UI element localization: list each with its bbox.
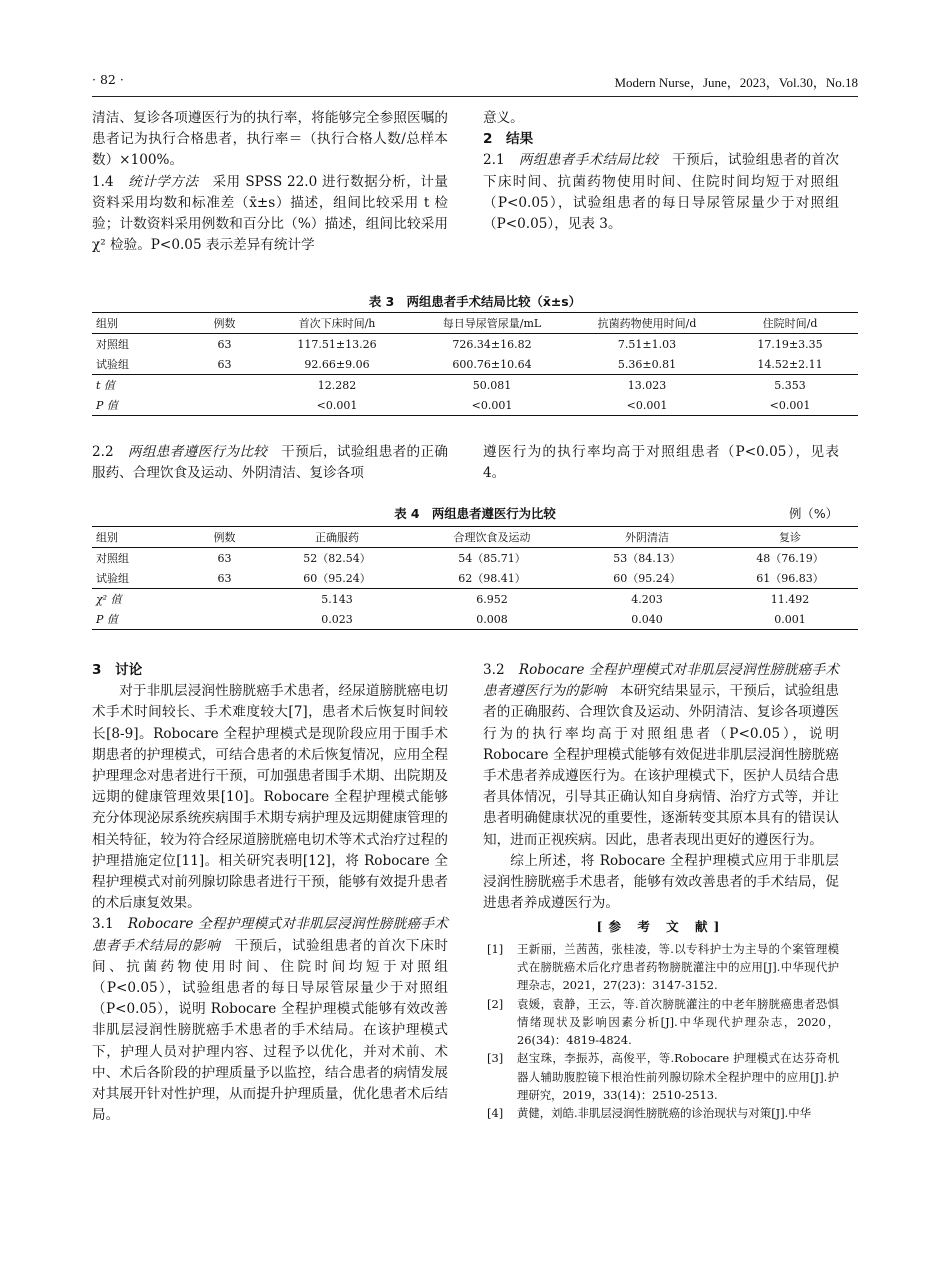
table-row — [92, 609, 858, 630]
table-row — [92, 375, 858, 396]
section-3-2 — [483, 660, 839, 851]
column-header: 住院时间/d — [722, 313, 858, 334]
section-2-2-continued: 遵医行为的执行率均高于对照组患者（P<0.05），见表 4。 — [483, 444, 839, 482]
section-text: 干预后，试验组患者的正确服药、合理饮食及运动、外阴清洁、复诊各项 — [92, 444, 449, 482]
table-cell: 0.008 — [412, 609, 572, 630]
column-header: 抗菌药物使用时间/d — [572, 313, 722, 334]
reference-item — [483, 940, 839, 995]
table-cell: 53（84.13） — [613, 552, 681, 565]
reference-number: [3] — [487, 1051, 504, 1066]
table-4-title — [92, 504, 858, 522]
table-cell: 14.52±2.11 — [757, 357, 823, 371]
table-4-unit: 例（%） — [789, 506, 838, 521]
section-3-1 — [92, 914, 448, 1126]
reference-item — [483, 1104, 839, 1122]
table-cell: 62（98.41） — [458, 572, 526, 585]
column-header: 复诊 — [722, 527, 858, 548]
summary-paragraph: 综上所述，将 Robocare 全程护理模式应用于非肌层浸润性膀胱癌手术患者，能够有效改善患者的手术结局，促进患者养成遵医行为。 — [483, 852, 839, 912]
table-cell: 63 — [217, 357, 232, 371]
table-3 — [92, 312, 858, 416]
table-cell: 17.19±3.35 — [757, 337, 823, 351]
section-text: 采用 SPSS 22.0 进行数据分析，计量资料采用均数和标准差（x̄±s）描述，组间比较采用 t 检验；计数资料采用例数和百分比（%）描述，组间比较采用 χ² 检验。P<0.05 表示差异有统计学 — [92, 173, 449, 254]
section-number: 2.2 — [92, 444, 114, 460]
section-heading-results: 2 结果 — [483, 131, 534, 148]
reference-text: 黄健，刘皓.非肌层浸润性膀胱癌的诊治现状与对策[J].中华 — [517, 1106, 812, 1121]
table-cell: 0.001 — [722, 609, 858, 630]
section-title: 两组患者遵医行为比较 — [127, 444, 268, 460]
mid-left-column — [92, 442, 448, 484]
table-cell: 726.34±16.82 — [452, 337, 532, 351]
table-cell: 0.040 — [572, 609, 722, 630]
table-cell: 对照组 — [96, 338, 129, 351]
section-text: 本研究结果显示，干预后，试验组患者的正确服药、合理饮食及运动、外阴清洁、复诊各项遵医行为的执行率均高于对照组患者（P<0.05），说明 Robocare 全程护理模式能够有效促进非肌层浸润性膀胱癌手术患者养成遵医行为。在该护理模式下，医护人员结合患者具体情况，引导其正确认知自身病情、治疗方式等，并让患者明确健康状况的重要性，逐渐转变其原本具有的错误认知，进而正视疾病。因此，患者表现出更好的遵医行为。 — [483, 683, 840, 848]
top-left-column — [92, 108, 448, 256]
column-header: 合理饮食及运动 — [412, 527, 572, 548]
reference-text: 王新丽，兰茜茜，张桂凌，等.以专科护士为主导的个案管理模式在膀胱癌术后化疗患者药物膀胱灌注中的应用[J].中华现代护理杂志，2021，27(23)：3147-3152. — [517, 941, 839, 993]
table-cell: <0.001 — [572, 395, 722, 416]
section-2-2 — [92, 442, 448, 484]
discussion-paragraph: 对于非肌层浸润性膀胱癌手术患者，经尿道膀胱癌电切术手术时间较长、手术难度较大[7]，患者术后恢复时间较长[8-9]。Robocare 全程护理模式是现阶段应用于围手术期患者的护理模式，可结合患者的术后恢复情况，应用全程护理理念对患者进行干预，可加强患者围手术期、出院期及远期的健康管理效果[10]。Robocare 全程护理模式能够充分体现泌尿系统疾病围手术期专病护理及远期健康管理的相关特征，较为符合经尿道膀胱癌电切术等术式治疗过程的护理措施定位[11]。相关研究表明[12]，将 Robocare 全程护理模式对前列腺切除患者进行干预，能够有效提升患者的术后康复效果。 — [92, 683, 448, 912]
table-cell — [187, 609, 262, 630]
journal-info: Modern Nurse，June，2023，Vol.30，No.18 — [614, 75, 858, 90]
column-header: 例数 — [187, 527, 262, 548]
header-rule — [92, 96, 858, 97]
table-row — [92, 395, 858, 416]
table-cell: 12.282 — [262, 375, 412, 396]
column-header: 组别 — [92, 313, 187, 334]
table-cell: 试验组 — [96, 358, 129, 371]
table-cell: <0.001 — [722, 395, 858, 416]
table-cell: 52（82.54） — [303, 552, 371, 565]
reference-text: 赵宝珠，李振苏，高俊平，等.Robocare 护理模式在达芬奇机器人辅助腹腔镜下根治性前列腺切除术全程护理中的应用[J].护理研究，2019，33(14)：2510-2513. — [517, 1051, 839, 1103]
column-header: 组别 — [92, 527, 187, 548]
section-title: Robocare 全程护理模式对非肌层浸润性膀胱癌手术患者手术结局的影响 — [92, 916, 448, 954]
table-cell — [187, 375, 262, 396]
table-cell: <0.001 — [412, 395, 572, 416]
table-cell — [187, 395, 262, 416]
table-cell: 5.36±0.81 — [617, 357, 677, 371]
table-cell: 0.023 — [262, 609, 412, 630]
section-number: 1.4 — [92, 173, 114, 190]
column-header: 首次下床时间/h — [262, 313, 412, 334]
section-2-1 — [483, 150, 839, 235]
table-row — [92, 548, 858, 569]
reference-number: [4] — [487, 1106, 504, 1121]
mid-right-column — [483, 442, 839, 484]
column-header: 每日导尿管尿量/mL — [412, 313, 572, 334]
table-cell: 试验组 — [96, 572, 129, 585]
table-cell: 63 — [217, 551, 232, 565]
table-3-title: 表 3 两组患者手术结局比较（x̄±s） — [368, 294, 582, 309]
running-header — [92, 72, 858, 90]
reference-text: 袁媛，袁静，王云，等.首次膀胱灌注的中老年膀胱癌患者恐惧情绪现状及影响因素分析[J].中华现代护理杂志，2020，26(34)：4819-4824. — [517, 996, 839, 1048]
reference-number: [1] — [487, 941, 504, 956]
table-cell: 48（76.19） — [756, 552, 824, 565]
bottom-right-column — [483, 660, 839, 1123]
table-cell: t 值 — [92, 375, 187, 396]
reference-item — [483, 995, 839, 1050]
table-row — [92, 568, 858, 589]
section-title: 统计学方法 — [128, 173, 199, 190]
table-cell: χ² 值 — [92, 589, 187, 610]
reference-number: [2] — [487, 996, 504, 1011]
column-header: 例数 — [187, 313, 262, 334]
table-cell: 11.492 — [722, 589, 858, 610]
table-row — [92, 334, 858, 355]
table-cell: 63 — [217, 337, 232, 351]
table-cell: 对照组 — [96, 552, 129, 565]
table-cell: 6.952 — [412, 589, 572, 610]
references-heading: [参 考 文 献] — [596, 919, 726, 935]
section-number: 3.2 — [483, 662, 505, 678]
table-cell: 117.51±13.26 — [297, 337, 377, 351]
table-cell: 5.353 — [722, 375, 858, 396]
table-cell: 5.143 — [262, 589, 412, 610]
table-header-row — [92, 313, 858, 334]
table-cell: 4.203 — [572, 589, 722, 610]
table-cell: <0.001 — [262, 395, 412, 416]
table-cell: P 值 — [92, 395, 187, 416]
column-header: 正确服药 — [262, 527, 412, 548]
section-text: 干预后，试验组患者的首次下床时间、抗菌药物使用时间、住院时间均短于对照组（P<0.05），试验组患者的每日导尿管尿量少于对照组（P<0.05），见表 3。 — [483, 152, 840, 233]
top-right-column — [483, 108, 839, 235]
column-header: 外阴清洁 — [572, 527, 722, 548]
table-4 — [92, 526, 858, 630]
table-row — [92, 589, 858, 610]
table-cell: 63 — [217, 571, 232, 585]
section-number: 2.1 — [483, 152, 505, 169]
table-cell: 60（95.24） — [303, 572, 371, 585]
page-number: · 82 · — [92, 72, 124, 87]
table-cell: 600.76±10.64 — [452, 357, 532, 371]
section-number: 3.1 — [92, 916, 114, 933]
section-text: 干预后，试验组患者的首次下床时间、抗菌药物使用时间、住院时间均短于对照组（P<0.05），试验组患者的每日导尿管尿量少于对照组（P<0.05），说明 Robocare 全程护理模式能够有效改善非肌层浸润性膀胱癌手术患者的手术结局。在该护理模式下，护理人员对护理内容、过程予以优化，并对术前、术中、术后各阶段的护理质量予以监控，结合患者的病情发展对其展开针对性护理，从而提升护理质量，优化患者术后结局。 — [92, 937, 449, 1124]
table-cell: 92.66±9.06 — [304, 357, 370, 371]
table-cell: P 值 — [92, 609, 187, 630]
table-cell: 50.081 — [412, 375, 572, 396]
table-cell: 13.023 — [572, 375, 722, 396]
section-title: Robocare 全程护理模式对非肌层浸润性膀胱癌手术患者遵医行为的影响 — [483, 662, 839, 700]
bottom-left-column — [92, 660, 448, 1126]
table-cell: 7.51±1.03 — [617, 337, 677, 351]
section-heading-discussion: 3 讨论 — [92, 662, 143, 678]
methods-paragraph: 清洁、复诊各项遵医行为的执行率，将能够完全参照医嘱的患者记为执行合格患者，执行率＝（执行合格人数/总样本数）×100%。 — [92, 110, 448, 169]
table-cell: 61（96.83） — [756, 572, 824, 585]
table-4-caption: 表 4 两组患者遵医行为比较 — [394, 506, 556, 521]
reference-item — [483, 1049, 839, 1104]
section-title: 两组患者手术结局比较 — [518, 152, 659, 169]
table-cell: 54（85.71） — [458, 552, 526, 565]
table-cell: 60（95.24） — [613, 572, 681, 585]
section-1-4 — [92, 172, 448, 257]
table-cell — [187, 589, 262, 610]
continued-text: 意义。 — [483, 110, 524, 126]
table-row — [92, 354, 858, 375]
table-header-row — [92, 527, 858, 548]
